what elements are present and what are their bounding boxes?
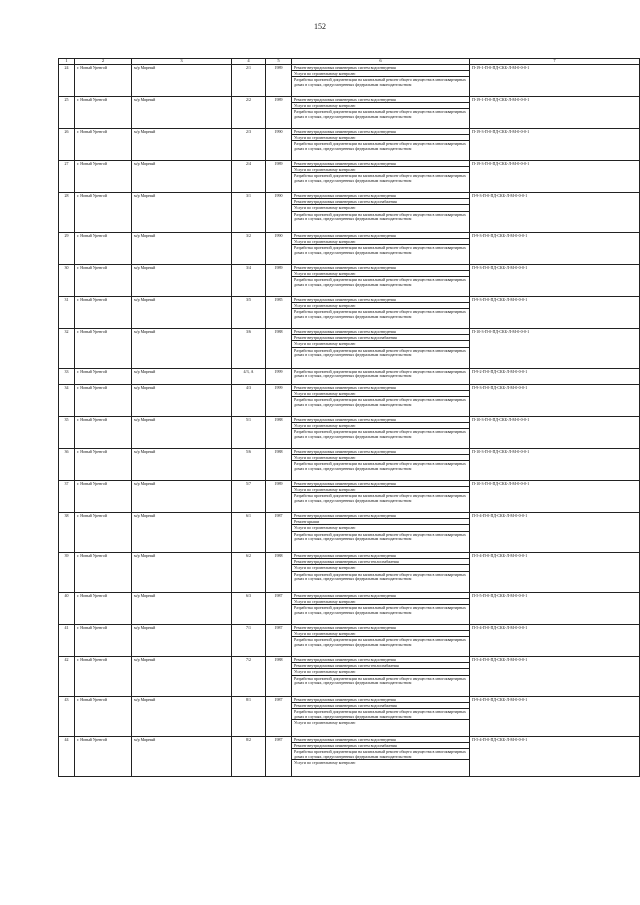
work-item: Разработка проектной документации на капитальный ремонт общего имущества в многоквартирных домах в случаях, предусмотренных федеральным законодательством xyxy=(292,709,469,719)
works-cell xyxy=(292,513,470,553)
register-table xyxy=(58,58,640,777)
work-item: Услуги по строительному контролю xyxy=(292,599,469,605)
city-cell: г. Новый Уренгой xyxy=(75,233,132,265)
code-cell: П-9-3-П-0-ПД-СКБ-Л-М-0-0-0-1 xyxy=(470,265,640,297)
city-cell: г. Новый Уренгой xyxy=(75,97,132,129)
work-item: Ремонт внутридомовых инженерных систем водоотведения xyxy=(292,625,469,631)
work-item: Услуги по строительному контролю xyxy=(292,423,469,429)
district-cell: м/р Мирный xyxy=(132,65,232,97)
district-cell: м/р Мирный xyxy=(132,265,232,297)
work-item: Услуги по строительному контролю xyxy=(292,525,469,531)
code-cell: П-10-3-П-0-ПД-СКБ-Л-М-0-0-0-1 xyxy=(470,449,640,481)
works-cell xyxy=(292,369,470,385)
work-item: Услуги по строительному контролю xyxy=(292,239,469,245)
city-cell: г. Новый Уренгой xyxy=(75,265,132,297)
work-item: Ремонт внутридомовых инженерных систем водоотведения xyxy=(292,737,469,743)
year-cell: 1987 xyxy=(266,593,292,625)
code-cell: П-5-4-П-0-ПД-СКБ-Л-М-0-0-0-1 xyxy=(470,553,640,593)
year-cell: 1989 xyxy=(266,161,292,193)
district-cell: м/р Мирный xyxy=(132,385,232,417)
year-cell: 1989 xyxy=(266,481,292,513)
city-cell: г. Новый Уренгой xyxy=(75,657,132,697)
works-cell xyxy=(292,265,470,297)
work-item: Услуги по строительному контролю xyxy=(292,271,469,277)
work-item: Услуги по строительному контролю xyxy=(292,341,469,347)
year-cell: 1987 xyxy=(266,737,292,777)
work-item: Разработка проектной документации на капитальный ремонт общего имущества в многоквартирных домах в случаях, предусмотренных федеральным законодательством xyxy=(294,245,466,255)
city-cell: г. Новый Уренгой xyxy=(75,593,132,625)
district-cell: м/р Мирный xyxy=(132,481,232,513)
district-cell: м/р Мирный xyxy=(132,625,232,657)
district-cell: м/р Мирный xyxy=(132,737,232,777)
table-row xyxy=(59,97,640,129)
district-cell: м/р Мирный xyxy=(132,97,232,129)
year-cell: 1990 xyxy=(266,233,292,265)
row-number-cell: 38 xyxy=(59,513,75,553)
house-cell: 5/1 xyxy=(232,417,266,449)
works-cell xyxy=(292,449,470,481)
table-row xyxy=(59,513,640,553)
work-item: Ремонт внутридомовых инженерных систем водоотведения xyxy=(292,193,469,199)
house-cell: 7/1 xyxy=(232,625,266,657)
code-cell: П-9-3-П-0-ПД-СКБ-Л-М-0-0-0-1 xyxy=(470,297,640,329)
work-item: Услуги по строительному контролю xyxy=(292,71,469,77)
year-cell: 1988 xyxy=(266,657,292,697)
page-number: 152 xyxy=(314,22,326,31)
year-cell: 1988 xyxy=(266,417,292,449)
code-cell: П-9-4-П-0-ПД-СКБ-Л-М-0-0-0-1 xyxy=(470,697,640,737)
city-cell: г. Новый Уренгой xyxy=(75,553,132,593)
work-item: Ремонт внутридомовых инженерных систем теплоснабжения xyxy=(292,559,469,565)
code-cell: П-9-3-П-0-ПД-СКБ-Л-М-0-0-0-1 xyxy=(470,193,640,233)
work-item: Разработка проектной документации на капитальный ремонт общего имущества в многоквартирных домах в случаях, предусмотренных федеральным законодательством xyxy=(294,637,466,647)
work-item: Разработка проектной документации на капитальный ремонт общего имущества в многоквартирных домах в случаях, предусмотренных федеральным законодательством xyxy=(294,173,466,183)
work-item: Услуги по строительному контролю xyxy=(292,455,469,461)
works-cell xyxy=(292,193,470,233)
work-item: Услуги по строительному контролю xyxy=(294,719,356,725)
district-cell: м/р Мирный xyxy=(132,513,232,553)
row-number-cell: 35 xyxy=(59,417,75,449)
house-cell: 3/5 xyxy=(232,297,266,329)
code-cell: П-9-2-П-0-ПД-СКБ-Л-М-0-0-0-1 xyxy=(470,369,640,385)
work-item: Разработка проектной документации на капитальный ремонт общего имущества в многоквартирных домах в случаях, предусмотренных федеральным законодательством xyxy=(294,531,466,541)
work-item: Разработка проектной документации на капитальный ремонт общего имущества в многоквартирных домах в случаях, предусмотренных федеральным законодательством xyxy=(294,397,466,407)
house-cell: 5/7 xyxy=(232,481,266,513)
works-cell xyxy=(292,657,470,697)
column-number: 1 xyxy=(59,59,75,65)
year-cell: 1999 xyxy=(266,369,292,385)
works-cell xyxy=(292,417,470,449)
row-number-cell: 40 xyxy=(59,593,75,625)
city-cell: г. Новый Уренгой xyxy=(75,369,132,385)
district-cell: м/р Мирный xyxy=(132,329,232,369)
works-cell xyxy=(292,329,470,369)
row-number-cell: 42 xyxy=(59,657,75,697)
work-item: Ремонт внутридомовых инженерных систем водоотведения xyxy=(292,697,469,703)
table-row xyxy=(59,233,640,265)
work-item: Ремонт внутридомовых инженерных систем водоотведения xyxy=(292,417,469,423)
works-cell xyxy=(292,161,470,193)
district-cell: м/р Мирный xyxy=(132,297,232,329)
row-number-cell: 32 xyxy=(59,329,75,369)
row-number-cell: 36 xyxy=(59,449,75,481)
table-row xyxy=(59,385,640,417)
house-cell: 2/4 xyxy=(232,161,266,193)
year-cell: 1989 xyxy=(266,265,292,297)
house-cell: 8/1 xyxy=(232,697,266,737)
code-cell: П-10-3-П-0-ПД-СКБ-Л-М-0-0-0-1 xyxy=(470,481,640,513)
works-cell xyxy=(292,65,470,97)
works-cell xyxy=(292,481,470,513)
work-item: Ремонт внутридомовых инженерных систем теплоснабжения xyxy=(292,663,469,669)
work-item: Услуги по строительному контролю xyxy=(292,669,469,675)
row-number-cell: 30 xyxy=(59,265,75,297)
work-item: Ремонт внутридомовых инженерных систем водоотведения xyxy=(292,297,469,303)
works-cell xyxy=(292,625,470,657)
work-item: Разработка проектной документации на капитальный ремонт общего имущества в многоквартирных домах в случаях, предусмотренных федеральным законодательством xyxy=(294,109,466,119)
column-number: 4 xyxy=(232,59,266,65)
city-cell: г. Новый Уренгой xyxy=(75,329,132,369)
city-cell: г. Новый Уренгой xyxy=(75,161,132,193)
code-cell: П-5-4-П-0-ПД-СКБ-Л-М-0-0-0-1 xyxy=(470,625,640,657)
code-cell: П-5-4-П-0-ПД-СКБ-Л-М-0-0-0-1 xyxy=(470,657,640,697)
works-cell xyxy=(292,593,470,625)
column-number: 3 xyxy=(132,59,232,65)
city-cell: г. Новый Уренгой xyxy=(75,625,132,657)
city-cell: г. Новый Уренгой xyxy=(75,417,132,449)
code-cell: П-5-5-П-0-ПД-СКБ-Л-М-0-0-0-1 xyxy=(470,593,640,625)
city-cell: г. Новый Уренгой xyxy=(75,481,132,513)
register-body xyxy=(59,65,640,777)
work-item: Ремонт внутридомовых инженерных систем водоотведения xyxy=(292,265,469,271)
work-item: Разработка проектной документации на капитальный ремонт общего имущества в многоквартирных домах в случаях, предусмотренных федеральным законодательством xyxy=(294,429,466,439)
work-item: Разработка проектной документации на капитальный ремонт общего имущества в многоквартирных домах в случаях, предусмотренных федеральным законодательством xyxy=(294,77,466,87)
city-cell: г. Новый Уренгой xyxy=(75,193,132,233)
row-number-cell: 24 xyxy=(59,65,75,97)
city-cell: г. Новый Уренгой xyxy=(75,513,132,553)
year-cell: 1987 xyxy=(266,697,292,737)
work-item: Разработка проектной документации на капитальный ремонт общего имущества в многоквартирных домах в случаях, предусмотренных федеральным законодательством xyxy=(294,277,466,287)
work-item: Разработка проектной документации на капитальный ремонт общего имущества в многоквартирных домах в случаях, предусмотренных федеральным законодательством xyxy=(294,141,466,151)
city-cell: г. Новый Уренгой xyxy=(75,697,132,737)
works-cell xyxy=(292,297,470,329)
house-cell: 2/3 xyxy=(232,129,266,161)
row-number-cell: 44 xyxy=(59,737,75,777)
row-number-cell: 31 xyxy=(59,297,75,329)
works-cell xyxy=(292,697,470,737)
table-row xyxy=(59,481,640,513)
district-cell: м/р Мирный xyxy=(132,417,232,449)
code-cell: П-5-4-П-0-ПД-СКБ-Л-М-0-0-0-1 xyxy=(470,513,640,553)
year-cell: 1999 xyxy=(266,385,292,417)
district-cell: м/р Мирный xyxy=(132,553,232,593)
table-row xyxy=(59,369,640,385)
house-cell: 3/2 xyxy=(232,233,266,265)
column-number: 5 xyxy=(266,59,292,65)
year-cell: 1989 xyxy=(266,97,292,129)
table-row xyxy=(59,593,640,625)
district-cell: м/р Мирный xyxy=(132,233,232,265)
table-row xyxy=(59,449,640,481)
house-cell: 6/2 xyxy=(232,553,266,593)
work-item: Ремонт внутридомовых инженерных систем водоотведения xyxy=(292,129,469,135)
district-cell: м/р Мирный xyxy=(132,593,232,625)
row-number-cell: 29 xyxy=(59,233,75,265)
work-item: Ремонт внутридомовых инженерных систем водоснабжения xyxy=(292,743,469,749)
year-cell: 1990 xyxy=(266,129,292,161)
table-row xyxy=(59,65,640,97)
work-item: Ремонт внутридомовых инженерных систем водоотведения xyxy=(292,97,469,103)
table-row xyxy=(59,265,640,297)
work-item: Ремонт внутридомовых инженерных систем водоотведения xyxy=(292,481,469,487)
code-cell: П-19-1-П-0-ПД-СКБ-Л-М-0-0-0-1 xyxy=(470,65,640,97)
year-cell: 1988 xyxy=(266,449,292,481)
row-number-cell: 25 xyxy=(59,97,75,129)
district-cell: м/р Мирный xyxy=(132,129,232,161)
work-item: Услуги по строительному контролю xyxy=(294,759,356,765)
work-item: Услуги по строительному контролю xyxy=(292,135,469,141)
row-number-cell: 27 xyxy=(59,161,75,193)
city-cell: г. Новый Уренгой xyxy=(75,129,132,161)
code-cell: П-5-4-П-0-ПД-СКБ-Л-М-0-0-0-1 xyxy=(470,737,640,777)
row-number-cell: 43 xyxy=(59,697,75,737)
table-row xyxy=(59,417,640,449)
house-cell: 2/2 xyxy=(232,97,266,129)
code-cell: П-9-3-П-0-ПД-СКБ-Л-М-0-0-0-1 xyxy=(470,385,640,417)
work-item: Ремонт внутридомовых инженерных систем водоотведения xyxy=(292,65,469,71)
work-item: Ремонт внутридомовых инженерных систем водоотведения xyxy=(292,329,469,335)
work-item: Разработка проектной документации на капитальный ремонт общего имущества в многоквартирных домах в случаях, предусмотренных федеральным законодательством xyxy=(294,675,466,685)
work-item: Ремонт внутридомовых инженерных систем водоотведения xyxy=(292,593,469,599)
row-number-cell: 26 xyxy=(59,129,75,161)
work-item: Ремонт внутридомовых инженерных систем водоотведения xyxy=(292,233,469,239)
works-cell xyxy=(292,737,470,777)
code-cell: П-19-3-П-0-ПД-СКБ-Л-М-0-0-0-1 xyxy=(470,161,640,193)
code-cell: П-19-1-П-0-ПД-СКБ-Л-М-0-0-0-1 xyxy=(470,97,640,129)
work-item: Услуги по строительному контролю xyxy=(292,205,469,211)
work-item: Разработка проектной документации на капитальный ремонт общего имущества в многоквартирных домах в случаях, предусмотренных федеральным законодательством xyxy=(294,309,466,319)
works-cell xyxy=(292,97,470,129)
work-item: Разработка проектной документации на капитальный ремонт общего имущества в многоквартирных домах в случаях, предусмотренных федеральным законодательством xyxy=(294,571,466,581)
code-cell: П-9-3-П-0-ПД-СКБ-Л-М-0-0-0-1 xyxy=(470,233,640,265)
work-item: Ремонт внутридомовых инженерных систем водоотведения xyxy=(292,513,469,519)
works-cell xyxy=(292,553,470,593)
work-item: Ремонт внутридомовых инженерных систем водоотведения xyxy=(292,385,469,391)
work-item: Разработка проектной документации на капитальный ремонт общего имущества в многоквартирных домах в случаях, предусмотренных федеральным законодательством xyxy=(294,347,466,357)
code-cell: П-19-3-П-0-ПД-СКБ-Л-М-0-0-0-1 xyxy=(470,129,640,161)
city-cell: г. Новый Уренгой xyxy=(75,737,132,777)
row-number-cell: 28 xyxy=(59,193,75,233)
work-item: Ремонт внутридомовых инженерных систем водоотведения xyxy=(292,161,469,167)
work-item: Услуги по строительному контролю xyxy=(292,631,469,637)
table-row xyxy=(59,129,640,161)
table-row xyxy=(59,737,640,777)
table-row xyxy=(59,625,640,657)
work-item: Ремонт внутридомовых инженерных систем водоотведения xyxy=(292,449,469,455)
work-item: Разработка проектной документации на капитальный ремонт общего имущества в многоквартирных домах в случаях, предусмотренных федеральным законодательством xyxy=(294,211,466,221)
house-cell: 7/2 xyxy=(232,657,266,697)
district-cell: м/р Мирный xyxy=(132,449,232,481)
work-item: Разработка проектной документации на капитальный ремонт общего имущества в многоквартирных домах в случаях, предусмотренных федеральным законодательством xyxy=(292,749,469,759)
work-item: Услуги по строительному контролю xyxy=(292,303,469,309)
house-cell: 6/1 xyxy=(232,513,266,553)
house-cell: 8/2 xyxy=(232,737,266,777)
year-cell: 1988 xyxy=(266,553,292,593)
house-cell: 3/6 xyxy=(232,329,266,369)
work-item: Услуги по строительному контролю xyxy=(292,565,469,571)
year-cell: 1988 xyxy=(266,329,292,369)
year-cell: 1990 xyxy=(266,193,292,233)
column-number: 6 xyxy=(292,59,470,65)
work-item: Ремонт внутридомовых инженерных систем водоотведения xyxy=(292,657,469,663)
works-cell xyxy=(292,233,470,265)
district-cell: м/р Мирный xyxy=(132,657,232,697)
city-cell: г. Новый Уренгой xyxy=(75,297,132,329)
district-cell: м/р Мирный xyxy=(132,369,232,385)
table-row xyxy=(59,297,640,329)
house-cell: 6/3 xyxy=(232,593,266,625)
house-cell: 3/1 xyxy=(232,193,266,233)
work-item: Ремонт внутридомовых инженерных систем водоснабжения xyxy=(292,199,469,205)
row-number-cell: 37 xyxy=(59,481,75,513)
work-item: Услуги по строительному контролю xyxy=(292,103,469,109)
work-item: Разработка проектной документации на капитальный ремонт общего имущества в многоквартирных домах в случаях, предусмотренных федеральным законодательством xyxy=(294,369,466,379)
house-cell: 5/6 xyxy=(232,449,266,481)
work-item: Ремонт крыши xyxy=(292,519,469,525)
column-number: 7 xyxy=(470,59,640,65)
works-cell xyxy=(292,129,470,161)
work-item: Разработка проектной документации на капитальный ремонт общего имущества в многоквартирных домах в случаях, предусмотренных федеральным законодательством xyxy=(294,461,466,471)
work-item: Услуги по строительному контролю xyxy=(292,391,469,397)
code-cell: П-10-3-П-0-ПД-СКБ-Л-М-0-0-0-1 xyxy=(470,329,640,369)
work-item: Разработка проектной документации на капитальный ремонт общего имущества в многоквартирных домах в случаях, предусмотренных федеральным законодательством xyxy=(294,605,466,615)
house-cell: 4/3 xyxy=(232,385,266,417)
district-cell: м/р Мирный xyxy=(132,697,232,737)
work-item: Ремонт внутридомовых инженерных систем водоснабжения xyxy=(292,335,469,341)
district-cell: м/р Мирный xyxy=(132,161,232,193)
year-cell: 1987 xyxy=(266,513,292,553)
year-cell: 1985 xyxy=(266,297,292,329)
works-cell xyxy=(292,385,470,417)
work-item: Разработка проектной документации на капитальный ремонт общего имущества в многоквартирных домах в случаях, предусмотренных федеральным законодательством xyxy=(294,493,466,503)
city-cell: г. Новый Уренгой xyxy=(75,449,132,481)
district-cell: м/р Мирный xyxy=(132,193,232,233)
work-item: Услуги по строительному контролю xyxy=(292,487,469,493)
work-item: Ремонт внутридомовых инженерных систем водоотведения xyxy=(292,553,469,559)
year-cell: 1987 xyxy=(266,625,292,657)
city-cell: г. Новый Уренгой xyxy=(75,65,132,97)
table-row xyxy=(59,657,640,697)
code-cell: П-10-3-П-0-ПД-СКБ-Л-М-0-0-0-1 xyxy=(470,417,640,449)
row-number-cell: 33 xyxy=(59,369,75,385)
year-cell: 1989 xyxy=(266,65,292,97)
work-item: Услуги по строительному контролю xyxy=(292,167,469,173)
table-row xyxy=(59,161,640,193)
work-item: Ремонт внутридомовых инженерных систем водоснабжения xyxy=(292,703,469,709)
row-number-cell: 41 xyxy=(59,625,75,657)
city-cell: г. Новый Уренгой xyxy=(75,385,132,417)
table-row xyxy=(59,329,640,369)
house-cell: 3/4 xyxy=(232,265,266,297)
table-row xyxy=(59,697,640,737)
house-cell: 2/1 xyxy=(232,65,266,97)
table-row xyxy=(59,193,640,233)
row-number-cell: 39 xyxy=(59,553,75,593)
column-number: 2 xyxy=(75,59,132,65)
row-number-cell: 34 xyxy=(59,385,75,417)
house-cell: 4/3, А xyxy=(232,369,266,385)
table-row xyxy=(59,553,640,593)
